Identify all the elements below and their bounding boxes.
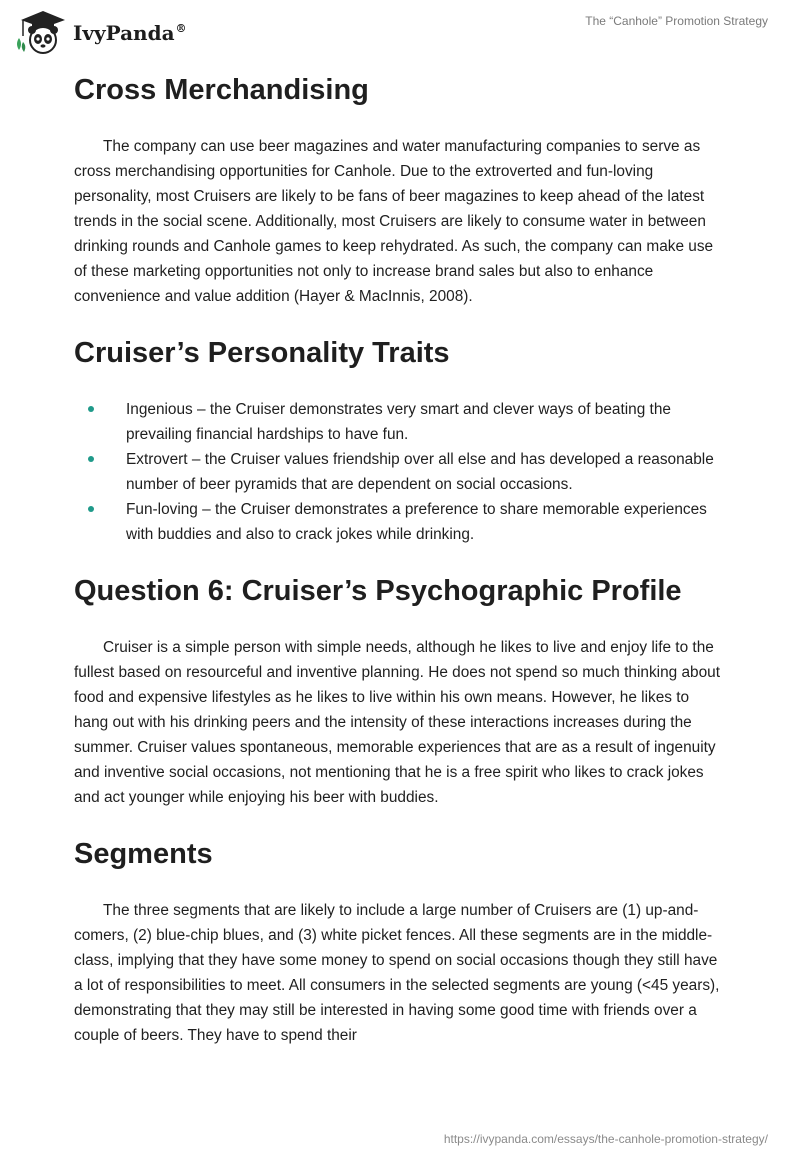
paragraph-segments: The three segments that are likely to include a large number of Cruisers are (1) up-and-comers, (2) blue-chip blues, and (3) white picket fences. All these segments are in the middle-class, implying that they have some money to spend on social occasions though they still have a lot of responsibilities to meet. All consumers in the selected segments are young (<45 years), demonstrating that they may still be interested in having some good time with friends over a couple of beers. They have to spend their — [74, 902, 720, 1044]
list-item: Fun-loving – the Cruiser demonstrates a preference to share memorable experiences with buddies and also to crack jokes while drinking. — [74, 497, 724, 547]
bullet-dot — [88, 406, 94, 412]
essay-content — [74, 70, 724, 1048]
paragraph-psychographic-profile: Cruiser is a simple person with simple needs, although he likes to live and enjoy life to the fullest based on resourceful and inventive planning. He does not spend so much thinking about food and expensive lifestyles as he likes to live within his own means. However, he likes to hang out with his drinking peers and the intensity of these interactions increases during the summer. Cruiser values spontaneous, memorable experiences that are as a result of ingenuity and inventive social occasions, not mentioning that he is a free spirit who likes to crack jokes and act younger while enjoying his beer with buddies. — [74, 639, 720, 806]
source-url-link[interactable]: https://ivypanda.com/essays/the-canhole-promotion-strategy/ — [443, 1132, 768, 1146]
panda-graduate-icon — [13, 8, 69, 56]
bullet-dot — [88, 456, 94, 462]
section-heading-cross-merchandising: Cross Merchandising — [74, 74, 369, 106]
section-heading-segments: Segments — [74, 838, 213, 870]
document-title: The “Canhole” Promotion Strategy — [585, 14, 768, 28]
traits-list — [74, 397, 724, 547]
paragraph-cross-merchandising: The company can use beer magazines and water manufacturing companies to serve as cross merchandising opportunities for Canhole. Due to the extroverted and fun-loving personality, most Cruisers are likely to be fans of beer magazines to keep ahead of the latest trends in the social scene. Additionally, most Cruisers are likely to consume water in between drinking rounds and Canhole games to keep rehydrated. As such, the company can make use of these marketing opportunities not only to increase brand sales but also to enhance convenience and value addition (Hayer & MacInnis, 2008). — [74, 138, 714, 305]
page-header — [0, 0, 800, 64]
bullet-dot — [88, 506, 94, 512]
ivypanda-logo[interactable] — [13, 8, 187, 56]
section-heading-psychographic-profile: Question 6: Cruiser’s Psychographic Profile — [74, 575, 682, 607]
list-item: Ingenious – the Cruiser demonstrates very smart and clever ways of beating the prevailing financial hardships to have fun. — [74, 397, 724, 447]
logo-text: IvyPanda® — [73, 21, 187, 45]
section-heading-personality-traits: Cruiser’s Personality Traits — [74, 337, 450, 369]
list-item: Extrovert – the Cruiser values friendship over all else and has developed a reasonable number of beer pyramids that are dependent on social occasions. — [74, 447, 724, 497]
